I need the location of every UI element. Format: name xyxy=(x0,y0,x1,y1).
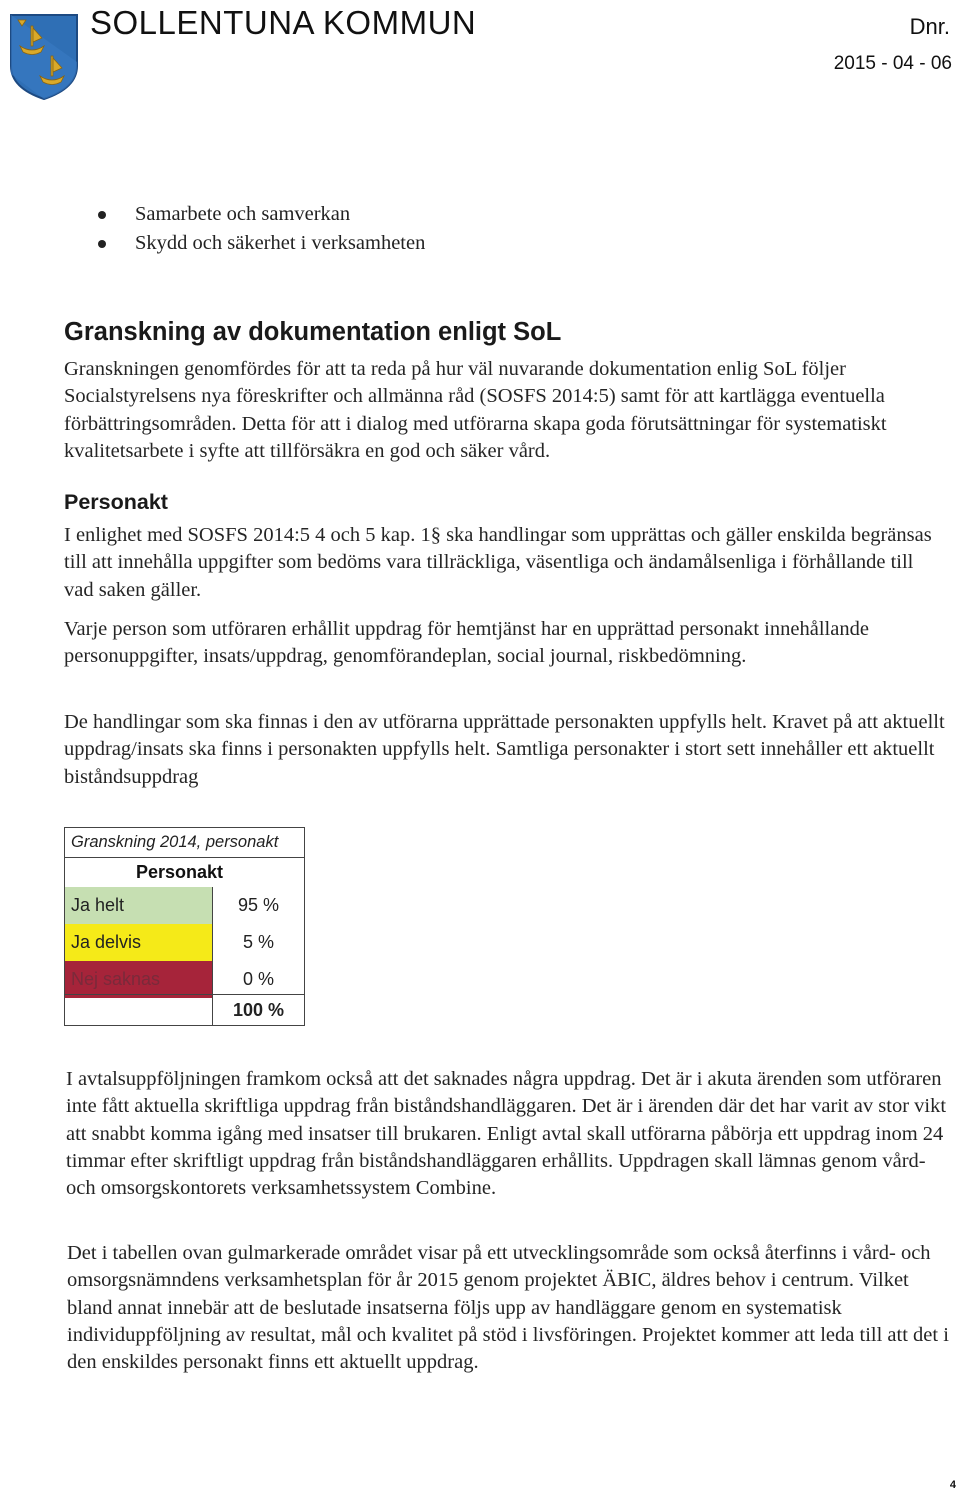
page-number: 4 xyxy=(949,1479,956,1491)
row-value: 0 % xyxy=(212,961,304,998)
paragraph: De handlingar som ska finnas i den av utförarna upprättade personakten uppfylls helt. Kravet på att aktuellt uppdrag/insats ska finns i personakten uppfylls helt. Samtliga personakter i stort sett innehåller ett aktuellt biståndsuppdrag xyxy=(64,711,945,788)
table-header: Personakt xyxy=(135,862,224,882)
paragraph: Granskningen genomfördes för att ta reda på hur väl nuvarande dokumentation enlig SoL följer Socialstyrelsens nya föreskrifter och allmänna råd (SOSFS 2014:5) samt för att kartlägga eventuella förbättringsområden. Detta för att i dialog med utförarna skapa goda förutsättningar för systematiskt kvalitetsarbete i syfte att tillförsäkra en god och säker vård. xyxy=(64,358,887,462)
list-item xyxy=(90,229,425,258)
bullet-list xyxy=(90,200,425,258)
table-row xyxy=(65,961,304,998)
row-label: Ja helt xyxy=(65,887,212,924)
bullet-icon xyxy=(98,211,106,219)
paragraph: I enlighet med SOSFS 2014:5 4 och 5 kap. 1§ ska handlingar som upprättas och gäller enskilda begränsas till att innehålla uppgifter som bedöms vara tillräckliga, väsentliga och ändamålsenliga i förhållande till vad saken gäller. xyxy=(64,524,932,601)
bullet-text: Samarbete och samverkan xyxy=(135,203,351,225)
row-value: 95 % xyxy=(212,887,304,924)
document-date: 2015 - 04 - 06 xyxy=(833,53,952,74)
paragraph: Det i tabellen ovan gulmarkerade området visar på ett utvecklingsområde som också återfinns i vård- och omsorgsnämndens verksamhetsplan för år 2015 genom projektet ÄBIC, äldres behov i centrum. Vilket bland annat innebär att de beslutade insatserna följs upp av handläggare genom en systematisk individuppföljning av resultat, mål och kvalitet på stöd i livsföringen. Projektet kommer att leda till att det i den enskildes personakt finns ett aktuellt uppdrag. xyxy=(67,1242,949,1374)
dnr-label: Dnr. xyxy=(909,14,950,39)
paragraph: Varje person som utföraren erhållit uppdrag för hemtjänst har en upprättad personakt innehållande personuppgifter, insats/uppdrag, genomförandeplan, social journal, riskbedömning. xyxy=(64,618,869,668)
row-label xyxy=(65,995,212,1026)
table-row xyxy=(65,887,304,924)
municipal-crest-icon xyxy=(8,12,80,102)
bullet-text: Skydd och säkerhet i verksamheten xyxy=(135,232,426,254)
list-item xyxy=(90,200,425,229)
bullet-icon xyxy=(98,240,106,248)
table-row xyxy=(65,924,304,961)
row-value: 100 % xyxy=(212,995,304,1026)
row-label: Nej saknas xyxy=(65,961,212,998)
row-label: Ja delvis xyxy=(65,924,212,961)
paragraph: I avtalsuppföljningen framkom också att det saknades några uppdrag. Det är i akuta ärenden som utföraren inte fått aktuella skriftliga uppdrag från biståndshandläggaren. Det är i ärenden där det har varit av stor vikt att snabbt komma igång med insatser till brukaren. Enligt avtal skall utförarna påbörja ett uppdrag inom 24 timmar efter skriftligt uppdrag från biståndshandläggaren erhållits. Uppdragen skall lämnas genom vård- och omsorgskontorets verksamhetssystem Combine. xyxy=(66,1068,947,1200)
table-total-row xyxy=(65,994,304,1026)
table-caption: Granskning 2014, personakt xyxy=(65,828,304,858)
results-table xyxy=(64,827,305,1026)
row-value: 5 % xyxy=(212,924,304,961)
organization-name: SOLLENTUNA KOMMUN xyxy=(90,4,477,41)
section-heading-personakt: Personakt xyxy=(64,490,168,514)
section-heading-granskning: Granskning av dokumentation enligt SoL xyxy=(64,318,562,346)
